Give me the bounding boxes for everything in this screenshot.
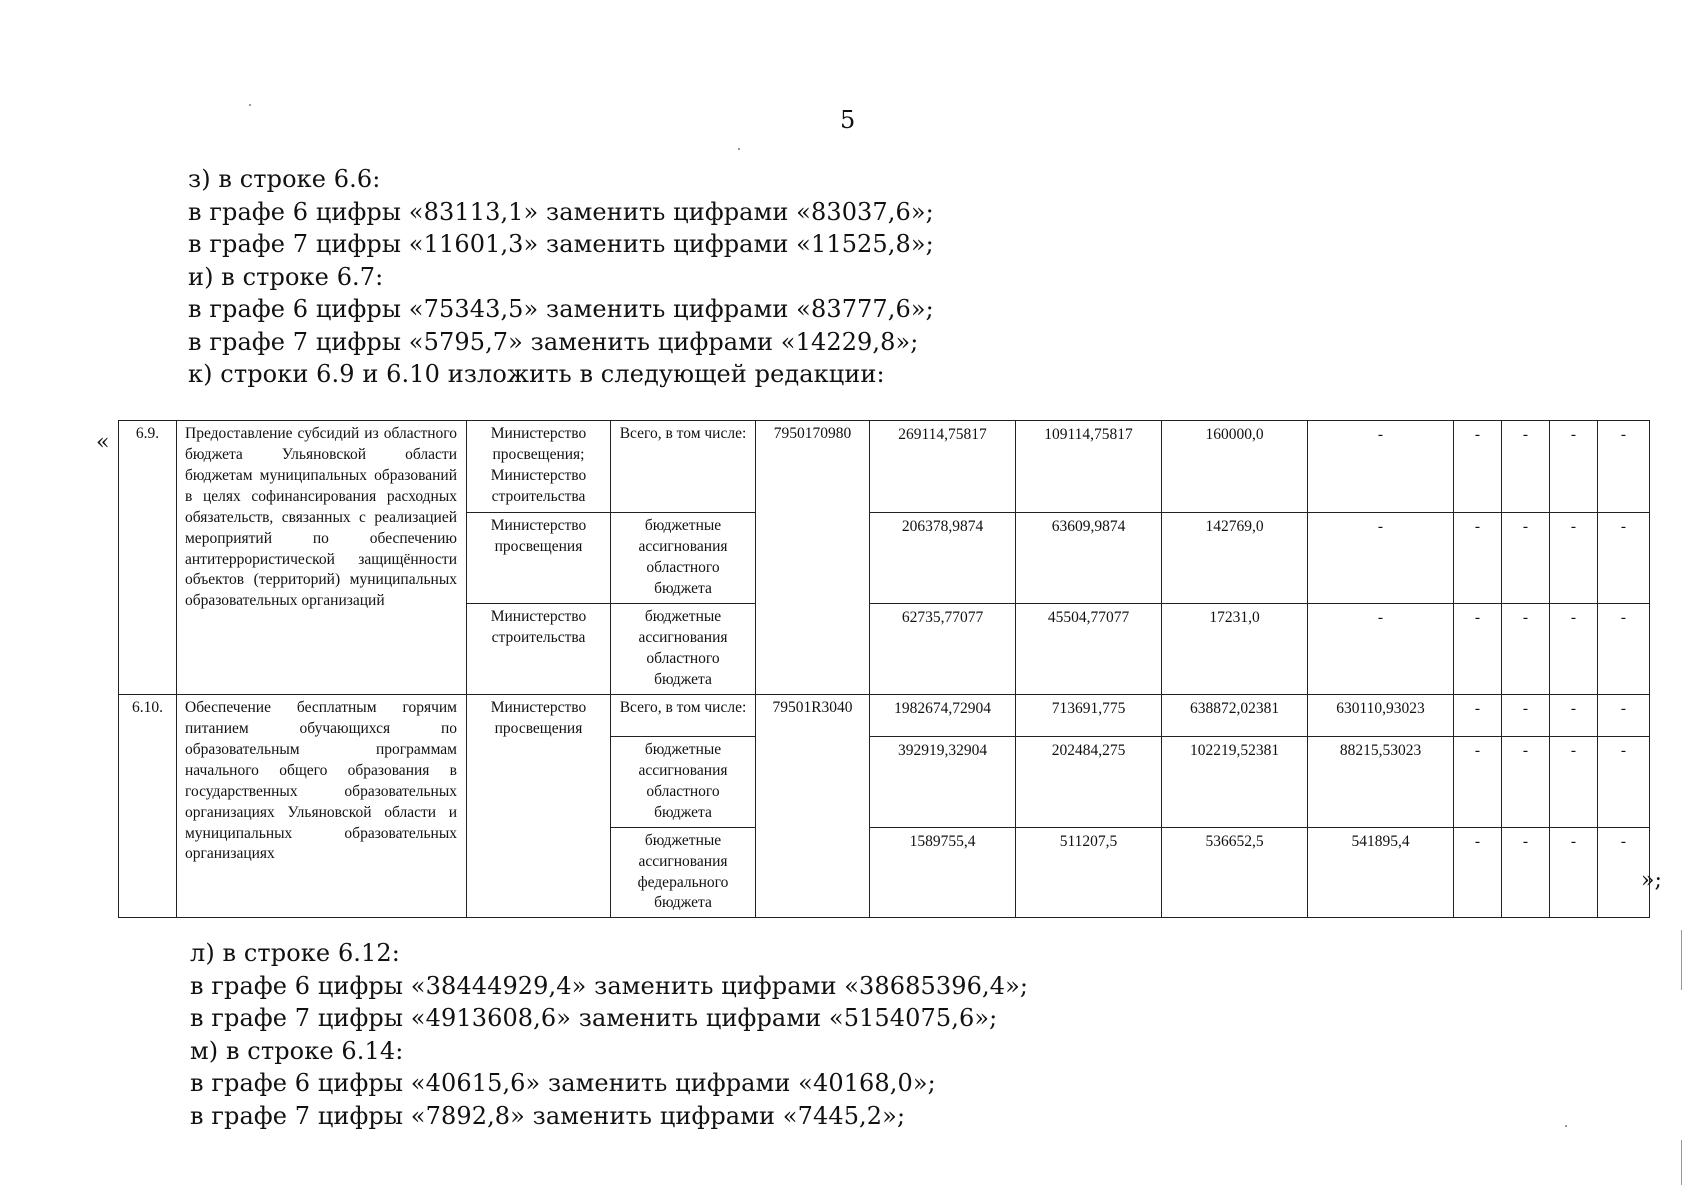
scan-edge-mark (1681, 1140, 1682, 1185)
value-cell: - (1308, 421, 1454, 513)
value-cell: 109114,75817 (1016, 421, 1162, 513)
value-cell: 17231,0 (1162, 604, 1308, 695)
value-cell: 63609,9874 (1016, 513, 1162, 604)
amendment-line: в графе 7 цифры «5795,7» заменить цифрами «14229,8»; (188, 327, 919, 356)
funding-source-cell: Всего, в том числе: (611, 421, 756, 513)
amendment-line: в графе 7 цифры «7892,8» заменить цифрами «7445,2»; (190, 1101, 906, 1130)
value-cell: - (1308, 513, 1454, 604)
value-cell: - (1550, 513, 1598, 604)
value-cell: 45504,77077 (1016, 604, 1162, 695)
value-cell: - (1502, 737, 1550, 828)
scan-edge-mark (1681, 930, 1682, 990)
program-table (118, 420, 1650, 918)
value-cell: - (1598, 695, 1650, 737)
value-cell: 88215,53023 (1308, 737, 1454, 828)
value-cell: - (1550, 421, 1598, 513)
amendment-line: л) в строке 6.12: (190, 939, 400, 967)
value-cell: 202484,275 (1016, 737, 1162, 828)
value-cell: - (1598, 421, 1650, 513)
funding-source-cell: бюджетные ассигнования областного бюджета (611, 513, 756, 604)
amendment-line: и) в строке 6.7: (188, 262, 384, 291)
value-cell: 638872,02381 (1162, 695, 1308, 737)
value-cell: - (1454, 695, 1502, 737)
row-number: 6.9. (119, 421, 177, 695)
funding-source-cell: бюджетные ассигнования областного бюджета (611, 604, 756, 695)
value-cell: - (1502, 513, 1550, 604)
amendments-before-table (188, 163, 934, 391)
value-cell: - (1598, 827, 1650, 918)
value-cell: 62735,77077 (870, 604, 1016, 695)
executor-cell: Министерство просвещения; Министерство строительства (467, 421, 611, 513)
amendment-line: в графе 7 цифры «4913608,6» заменить цифрами «5154075,6»; (190, 1004, 998, 1032)
value-cell: 392919,32904 (870, 737, 1016, 828)
value-cell: - (1550, 827, 1598, 918)
scan-speck (738, 148, 740, 150)
value-cell: - (1502, 695, 1550, 737)
row-number: 6.10. (119, 695, 177, 918)
value-cell: 713691,775 (1016, 695, 1162, 737)
value-cell: - (1454, 737, 1502, 828)
value-cell: - (1308, 604, 1454, 695)
value-cell: 206378,9874 (870, 513, 1016, 604)
value-cell: 1982674,72904 (870, 695, 1016, 737)
executor-cell: Министерство строительства (467, 604, 611, 695)
amendment-line: з) в строке 6.6: (188, 165, 381, 193)
scan-speck (1565, 1125, 1567, 1127)
value-cell: 536652,5 (1162, 827, 1308, 918)
value-cell: - (1502, 421, 1550, 513)
row-description: Предоставление субсидий из областного бюджета Ульяновской области бюджетам муниципальных образований в целях софинансирования расходных обязательств, связанных с реализацией мероприятий по обеспечению антитеррористической защищённости объектов (территорий) муниципальных образовательных организаций (177, 421, 467, 695)
executor-cell: Министерство просвещения (467, 695, 611, 918)
value-cell: - (1598, 737, 1650, 828)
value-cell: 102219,52381 (1162, 737, 1308, 828)
closing-quote: »; (1641, 868, 1662, 893)
value-cell: - (1598, 604, 1650, 695)
value-cell: 1589755,4 (870, 827, 1016, 918)
page-number: 5 (840, 106, 856, 134)
amendments-after-table (190, 937, 1028, 1132)
value-cell: 160000,0 (1162, 421, 1308, 513)
table-row (119, 421, 1650, 513)
funding-source-cell: Всего, в том числе: (611, 695, 756, 737)
budget-code-cell: 79501R3040 (756, 695, 870, 918)
value-cell: - (1502, 604, 1550, 695)
value-cell: 541895,4 (1308, 827, 1454, 918)
value-cell: - (1598, 513, 1650, 604)
budget-code-cell: 7950170980 (756, 421, 870, 695)
value-cell: 630110,93023 (1308, 695, 1454, 737)
value-cell: - (1550, 737, 1598, 828)
funding-source-cell: бюджетные ассигнования федерального бюджета (611, 827, 756, 918)
funding-source-cell: бюджетные ассигнования областного бюджета (611, 737, 756, 828)
value-cell: - (1454, 421, 1502, 513)
value-cell: - (1550, 695, 1598, 737)
value-cell: 511207,5 (1016, 827, 1162, 918)
value-cell: - (1454, 604, 1502, 695)
amendment-line: в графе 6 цифры «38444929,4» заменить цифрами «38685396,4»; (190, 971, 1029, 1000)
amendment-line: в графе 7 цифры «11601,3» заменить цифрами «11525,8»; (188, 230, 934, 258)
value-cell: - (1454, 513, 1502, 604)
value-cell: - (1502, 827, 1550, 918)
value-cell: 269114,75817 (870, 421, 1016, 513)
value-cell: - (1454, 827, 1502, 918)
amendment-line: м) в строке 6.14: (190, 1036, 404, 1065)
value-cell: 142769,0 (1162, 513, 1308, 604)
scan-speck (249, 104, 251, 106)
opening-quote: « (96, 430, 110, 455)
amendment-line: в графе 6 цифры «40615,6» заменить цифрами «40168,0»; (190, 1069, 936, 1097)
amendment-line: к) строки 6.9 и 6.10 изложить в следующей редакции: (188, 360, 885, 388)
executor-cell: Министерство просвещения (467, 513, 611, 604)
row-description: Обеспечение бесплатным горячим питанием обучающихся по образовательным программам начального общего образования в государственных образовательных организациях Ульяновской области и муниципальных образовательных организациях (177, 695, 467, 918)
amendment-line: в графе 6 цифры «75343,5» заменить цифрами «83777,6»; (188, 295, 934, 323)
amendment-line: в графе 6 цифры «83113,1» заменить цифрами «83037,6»; (188, 197, 934, 226)
value-cell: - (1550, 604, 1598, 695)
table-row (119, 695, 1650, 737)
